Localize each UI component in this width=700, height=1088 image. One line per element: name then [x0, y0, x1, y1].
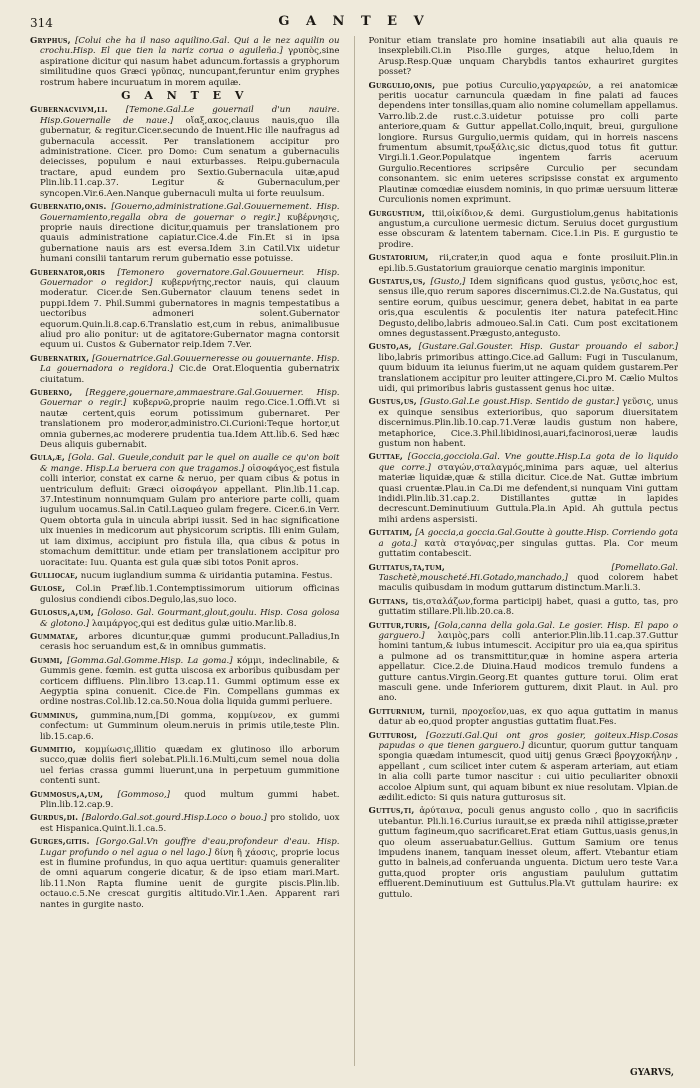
- column-divider: [354, 36, 355, 1066]
- entry-headword: Gulosus,a,um,: [30, 608, 95, 619]
- entry-vernacular-gloss: [Temone.Gal.Le gouernail d'un nauire. Hisp.Gouernalle de naue.]: [40, 105, 340, 126]
- dictionary-entry: [369, 597, 679, 618]
- entry-headword: Gubernacvlvm,li.: [30, 105, 108, 116]
- entry-definition: ttii,οἰκίδιον,& demi. Gurgustiolum,genus habitationis angustum,a curculione uermesic dictum. Seruius docet gurgustium esse obscuram & latentem tabernam. Cice.1.in Pis. E gurgustio te prodire.: [378, 208, 678, 250]
- entry-vernacular-gloss: [Gusto.Gal.Le goust.Hisp. Sentido de gustar.]: [420, 397, 620, 408]
- running-head: G A N T E V: [278, 14, 430, 29]
- dictionary-entry: [369, 707, 679, 728]
- entry-definition: γεῦσις, unus ex quinque sensibus exterioribus, quo saporum diuersitatem discernimus.Plin.lib.10.cap.71.Veræ laudis gustum non habere, metaphorice, Cice.3.Phil.libidinosi,auari,facinorosi,ueræ laudis gustum non habent.: [378, 397, 678, 450]
- entry-definition: Cic.de Orat.Eloquentia gubernatrix ciuitatum.: [40, 364, 340, 385]
- entry-definition: λαιμὸς,pars colli anterior.Plin.lib.11.cap.37.Guttur homini tantum,& iubus intumescit. Accipitur pro uia ea,qua spiritus a pulmone ad os transmittitur,quæ in homine aspera arteria appellatur. Cice.2.de Diuina.Haud modicos tremulo fundens a gutture cantus.Virgin.Georg.Et quantes gutture torui. Olim erat masculi gene. unde Inferiorem gutturem, dixit Plaut. in Aul. pro ano.: [378, 630, 678, 704]
- entry-vernacular-gloss: [Gorgo.Gal.Vn gouffre d'eau,profondeur d'eau. Hisp. Lugar profundo o nel agua o nel lago.]: [40, 837, 340, 858]
- dictionary-entry: [369, 806, 679, 900]
- entry-vernacular-gloss: [Gusto,]: [430, 276, 466, 287]
- entry-definition: δίνη ἢ χάοσις, proprie locus est in flumine profundus, in quo aqua uertitur: quamuis generaliter de omni aquarum congerie dicatur, & de ipso etiam mari.Mart. lib.11.Non Rapta flumine uenit de gurgite piscis.Plin.lib. octauo.c.5.Ne crescat gurgitis altitudo.Vir.1.Aen. Apparent rari nantes in gurgite nasto.: [40, 847, 340, 910]
- right-column: [369, 36, 679, 1066]
- entry-headword: Gummi,: [30, 655, 63, 666]
- entry-headword: Gummatae,: [30, 631, 79, 642]
- dictionary-entry: [30, 837, 340, 910]
- dictionary-entry: [369, 452, 679, 525]
- entry-vernacular-gloss: [Gomma.Gal.Gomme.Hisp. La goma.]: [67, 655, 233, 666]
- entry-vernacular-gloss: [Gozzuti.Gal.Qui ont gros gosier, goiteux.Hisp.Cosas papudas o que tienen garguero.]: [378, 730, 678, 751]
- text-columns: [30, 36, 678, 1066]
- entry-definition: libo,labris primoribus attingo.Cice.ad Gallum: Fugi in Tusculanum, quum biduum ita ieiunus fuerim,ut ne aquam quidem gustarem.Per translationem accipitur pro leuiter attingere,Ci.pro M. Cælio Multos uidi, qui primoribus labris gustassent genus hoc uitæ.: [378, 352, 678, 394]
- entry-vernacular-gloss: [Gommoso,]: [117, 789, 171, 800]
- entry-definition: γρυπὸς,sine aspiratione dicitur qui nasum habet aduncum.fortassis a gryphorum similitudine quos Græci γρῦπας, nuncupant,feruntur enim gryphes rostrum habere incuruatum in morem aquilæ.: [40, 46, 340, 88]
- entry-definition: κατὰ σταγόνας,per singulas guttas. Pla. Cor meum guttatim contabescit.: [378, 538, 678, 560]
- entry-definition: tis,σταλάζων,forma participij habet, quasi a gutto, tas, pro guttatim stillare.Pli.lib.20.ca.8.: [378, 596, 678, 618]
- entry-headword: Gustatorium,: [368, 253, 429, 264]
- entry-headword: Gubernator,oris: [30, 267, 106, 278]
- dictionary-entry: [30, 813, 340, 834]
- entry-definition: κομμίωσις,illitio quædam ex glutinoso illo arborum succo,quæ doliis fieri solebat.Pli.li.16.Multi,cum semel noua dolia uel ferias crassa gummi liuerunt,una in perpetuum gummitione contenti sunt.: [40, 745, 340, 787]
- dictionary-entry: [30, 745, 340, 787]
- entry-headword: Gummosus,a,um,: [30, 789, 104, 800]
- dictionary-entry: [369, 36, 679, 78]
- entry-vernacular-gloss: [Reggere,gouernare,ammaestrare.Gal.Gouuerner. Hisp. Gouernar o regir.]: [40, 388, 340, 409]
- dictionary-entry: [369, 81, 679, 206]
- entry-vernacular-gloss: [Gouernatrice.Gal.Gouuerneresse ou gouuernante. Hisp. La gouernadora o regidora.]: [40, 353, 340, 375]
- entry-vernacular-gloss: [Gouerno,administratione.Gal.Gouuernement. Hisp. Gouernamiento,regalla obra de gouernar o regir.]: [40, 202, 340, 223]
- entry-definition: σταγών,σταλαγμός,minima pars aquæ, uel alterius materiæ liquidæ,quæ & stilla dicitur. Cice.de Nat. Guttæ imbrium quasi cruentæ.Plau.in Ca.Di me defendent,si nunquam Vini guttam indidi.Plin.lib.31.cap.2. Distillantes guttæ in lapides decrescunt.Deminutiuum Guttula.Pla.in Apid. Ah guttula pectus mihi ardens aspersisti.: [378, 462, 678, 525]
- entry-definition: quod multum gummi habet. Plin.lib.12.cap.9.: [40, 789, 340, 811]
- entry-vernacular-gloss: [Gola,canna della gola.Gal. Le gosier. Hisp. El papo o garguero.]: [378, 620, 678, 641]
- entry-headword: Gulliocae,: [30, 570, 79, 581]
- entry-definition: nucum iuglandium summa & uiridantia putamina. Festus.: [80, 570, 333, 581]
- entry-vernacular-gloss: [Temonero governatore.Gal.Gouuerneur. Hisp. Gouernador o regidor.]: [40, 267, 340, 288]
- entry-definition: arbores dicuntur,quæ gummi producunt.Palladius,In cerasis hoc seruandum est,& in omnibus gummatis.: [40, 631, 340, 653]
- entry-definition: οἰσοφάγος,est fistula colli interior, constat ex carne & neruo, per quam cibus & potus in uentriculum defluit: Græci οἰσοφάγον appellant. Plin.lib.11.cap. 37.Intestinum nonnumquam Gulam pro anteriore parte colli, quam iugulum uocamus.Sal.in Catil.Laqueo gulam fregere. Cicer.6.in Verr. Quem obtorta gula in uincula abripi iussit. Sed in hac significatione uix inuenies in medicorum aut physicorum scriptis. Illi enim Gulam, ut iam diximus, accipiunt pro fistula illa, qua cibus & potus in stomachum demittitur. unde etiam per translationem accipitur pro uoracitate: Iuu. Quanta est gula quæ sibi totos Ponit apros.: [40, 463, 340, 568]
- dictionary-entry: [30, 571, 340, 581]
- section-heading: G A N T E V: [121, 89, 249, 103]
- dictionary-entry: [30, 711, 340, 742]
- page-number: 314: [30, 16, 53, 30]
- entry-vernacular-gloss: [Pomellato.Gal. Taschetè,mouscheté.Hi.Gotado,manchado,]: [378, 562, 678, 583]
- entry-headword: Gutturosi,: [368, 730, 418, 741]
- entry-headword: Gubernatio,onis.: [30, 202, 107, 213]
- dictionary-entry: [369, 731, 679, 804]
- dictionary-entry: [30, 36, 340, 88]
- entry-definition: ἀρύταινα, poculi genus angusto collo , quo in sacrificiis utebantur. Pli.li.16.Curius iurauit,se ex præda nihil attigisse,præter guttum fagineum,quo sacrificaret.Erat etiam Guttus,uasis genus,in quo oleum asseruabatur.Gellius. Guttum Samium ore tenus impudens inanem, tanquam inesset oleum, affert. Vtebantur etiam gutto in balneis,ad conferuanda unguenta. Dictum uero teste Var.a gutta,quod propter oris angustiam paululum guttatim effluerent.Deminutiuum est Guttulus.Pla.Vt guttulam haurire: ex guttulo.: [378, 806, 678, 900]
- dictionary-entry: [369, 397, 679, 449]
- entry-headword: Gryphus,: [30, 36, 71, 46]
- dictionary-entry: [30, 354, 340, 385]
- entry-vernacular-gloss: [Balordo.Gal.sot.gourd.Hisp.Loco o bouo.]: [81, 813, 267, 824]
- entry-vernacular-gloss: [A goccia,a goccia.Gal.Goutte à goutte.Hisp. Corriendo gota a gota.]: [378, 528, 678, 549]
- entry-definition: turnii, προχοεῖον,uas, ex quo aqua guttatim in manus datur ab eo,quod propter angustias guttatim fluat.Fes.: [378, 706, 678, 728]
- entry-headword: Gurgustium,: [368, 208, 426, 219]
- entry-headword: Gusto,as,: [368, 342, 412, 353]
- dictionary-entry: [30, 790, 340, 811]
- dictionary-entry: [30, 268, 340, 351]
- entry-definition: dicuntur, quorum guttur tanquam spongia quædam intumescit, quod uitij genus Græci βρογχοκήλην , appellant , cum scilicet inter cutem & asperam arteriam, aut etiam in alia colli parte tumor nascitur : cui uitio peculiariter obnoxii accoloe Alpium sunt, qui aquam bibunt ex niue resolutam. Vlpian.de ædilit.edicto: Si quis natura gutturosus sit.: [378, 741, 678, 804]
- entry-headword: Gula,æ,: [30, 453, 66, 464]
- dictionary-entry: [369, 253, 679, 274]
- dictionary-entry: [369, 342, 679, 394]
- entry-headword: Guberno,: [30, 388, 73, 398]
- entry-vernacular-gloss: [Goccia,gocciola.Gal. Vne goutte.Hisp.La gota de lo liquido que corre.]: [378, 452, 678, 473]
- entry-headword: Guttans,: [368, 596, 409, 607]
- entry-headword: Gurgulio,onis,: [368, 80, 436, 91]
- left-column: [30, 36, 340, 1066]
- entry-headword: Guttur,turis,: [368, 620, 431, 631]
- catchword: GYARVS,: [630, 1068, 674, 1078]
- entry-headword: Gulose,: [30, 584, 66, 595]
- entry-definition: Ponitur etiam translate pro homine insatiabili aut alia quauis re insexplebili.Ci.in Piso.Ille gurges, atque heluo,Idem in Arusp.Resp.Quæ unquam Charybdis tantos exhauriret gurgites posset?: [368, 36, 678, 78]
- entry-definition: Col.in Præf.lib.1.Contemptissimorum uitiorum officinas gulosius condiendi cibos.Degulo,las,suo loco.: [40, 584, 340, 605]
- entry-headword: Gustus,us,: [368, 397, 417, 408]
- dictionary-entry: [30, 453, 340, 567]
- entry-headword: Gubernatrix,: [30, 353, 90, 364]
- entry-headword: Gutturnium,: [368, 706, 426, 717]
- dictionary-entry: [369, 277, 679, 339]
- entry-vernacular-gloss: [Colui che ha il naso aquilino.Gal. Qui a le nez aquilin ou crochu.Hisp. El que tien la nariz corua o aguileña.]: [40, 36, 340, 57]
- entry-headword: Gumminus,: [30, 710, 79, 721]
- entry-definition: pro stolido, uox est Hispanica.Quint.li.1.ca.5.: [40, 813, 340, 834]
- entry-definition: quod colorem habet maculis quibusdam in modum guttarum distinctum.Mar.li.3.: [378, 572, 678, 594]
- dictionary-entry: [30, 584, 340, 605]
- entry-headword: Gurges,gitis.: [30, 837, 90, 848]
- dictionary-entry: [30, 105, 340, 199]
- entry-headword: Guttatus,ta,tum,: [368, 562, 446, 573]
- dictionary-entry: [30, 608, 340, 629]
- dictionary-entry: [369, 563, 679, 594]
- dictionary-entry: [30, 632, 340, 653]
- entry-vernacular-gloss: [Gustare.Gal.Gouster. Hisp. Gustar prouando el sabor.]: [418, 342, 678, 353]
- entry-headword: Gummitio,: [30, 745, 76, 755]
- entry-definition: rii,crater,in quod aqua e fonte prosiluit.Plin.in epi.lib.5.Gustatorium grauiorque cenatio marginis imponitur.: [378, 253, 678, 274]
- entry-headword: Guttae,: [368, 452, 404, 463]
- entry-definition: pue potius Curculio,γαργαρεών, a rei anatomicæ peritis uocatur carnuncula quædam in fine palati ad fauces dependens inter tonsillas,quam alio nomine columellam appellamus. Varro.lib.2.de rust.c.3.uidetur potuisse pro colli parte anteriore,quam & Guttur appellat.Collo,inquit, breui, gurgulione longiore. Rursus Gurgulio,uermis quidam, qui in horreis nascens frumentum absumit,τρωξάλις,sic dictus,quod totus fit guttur. Virgi.li.1.Geor.Populatque ingentem farris aceruum Gurgulio.Recentiores scripsêre Curculio per secundam consonantem. sic enim ueteres scripsisse constat ex argumento Plautinæ comœdiæ eiusdem nominis, in quo primæ uersuum litteræ Curculionis nomen exprimunt.: [378, 80, 678, 206]
- dictionary-entry: [30, 202, 340, 264]
- dictionary-entry: [369, 621, 679, 704]
- entry-definition: κόμμι, indeclinabile, & Gummis gene. fœmin. est gutta uiscosa ex arboribus quibusdam per corticem diffluens. Plin.libro 13.cap.11. Gummi optimum esse ex Aegyptia spina conuenit. Cice.de Fin. Compellans gummas ex ordine nostras.Col.lib.12.ca.50.Noua dolia liquida gummi perluere.: [40, 655, 340, 708]
- entry-vernacular-gloss: [Gola. Gal. Gueule,conduit par le quel on aualle ce qu'on boit & mange. Hisp.La beruera con que tragamos.]: [40, 453, 340, 474]
- dictionary-entry: [30, 656, 340, 708]
- entry-definition: οἴαξ,ακος,clauus nauis,quo illa gubernatur, & regitur.Cicer.secundo de Inuent.Hic ille naufragus ad gubernacula accessit. Per translationem accipitur pro administratione. Cicer. pro Domo: Cum senatum a gubernaculis deiecisses, populum e naui exturbasses. Reipu.gubernacula tractare, apud eundem pro Sextio.Gubernacula uitæ,apud Plin.lib.11.cap.37. Legitur & Gubernaculum,per syncopen.Vir.6.Aen.Nanque gubernaculi multa ui forte reuulsum.: [40, 115, 340, 199]
- entry-definition: λαιμάργος,qui est deditus gulæ uitio.Mar.lib.8.: [91, 618, 297, 629]
- entry-headword: Guttus,ti,: [368, 806, 415, 817]
- dictionary-entry: [369, 209, 679, 251]
- entry-headword: Gurdus,di.: [30, 813, 79, 824]
- entry-definition: κυβέρνησις, proprie nauis directione dicitur,quamuis per translationem pro quauis administratione capiatur.Cice.4.de Fin.Et si in ipsa gubernatione nauis ars est eversa.Idem 3.in Catil.Vix uidetur humani consilii tantarum rerum gubernatio esse potuisse.: [40, 212, 340, 265]
- entry-definition: gummina,num,[Di gomma, κομμίνεον, ex gummi confectum: ut Gumminum oleum.neruis in primis utile,teste Plin. lib.15.cap.6.: [40, 710, 340, 742]
- dictionary-entry: [369, 528, 679, 559]
- page-header: [30, 14, 678, 36]
- entry-vernacular-gloss: [Goloso. Gal. Gourmant,glout,goulu. Hisp. Cosa golosa & glotono.]: [40, 608, 340, 629]
- entry-headword: Gustatus,us,: [368, 276, 426, 287]
- entry-definition: κυβερνήτης,rector nauis, qui clauum moderatur. Cicer.de Sen.Gubernator clauum tenens sedet in puppi.Idem 7. Phil.Summi gubernatores in magnis tempestatibus a uectoribus admoneri solent.Gubernator equorum.Quin.li.8.cap.6.Translatio est,cum in rebus, animalibusue aliud pro alio ponitur: ut de agitatore:Gubernator magna contorsit equum ui. Custos & Gubernator reip.Idem 7.Ver.: [40, 277, 340, 351]
- dictionary-entry: [30, 388, 340, 450]
- entry-headword: Guttatim,: [368, 528, 413, 539]
- entry-definition: Idem significans quod gustus, γεῦσις,hoc est, sensus ille,quo rerum sapores discernimus.Ci.2.de Na.Gustatus, qui sentire eorum, quibus uescimur, genera debet, habitat in ea parte oris,qua esculentis & poculentis iter natura patefecit.Hinc Degusto,delibo,labris admoueo.Sal.in Cati. Cum post excitationem omnes degustassent.Prægusto,antegusto.: [378, 276, 678, 339]
- entry-definition: κυβερνῶ,proprie nauim rego.Cice.1.Offi.Vt si nautæ certent,quis eorum potissimum gubernaret. Per translationem pro moderor,administro.Ci.Curioni:Teque hortor,ut omnia gubernes,ac moderere prudentia tua.Idem Att.lib.6. Sed hæc Deus aliquis gubernabit.: [40, 398, 340, 451]
